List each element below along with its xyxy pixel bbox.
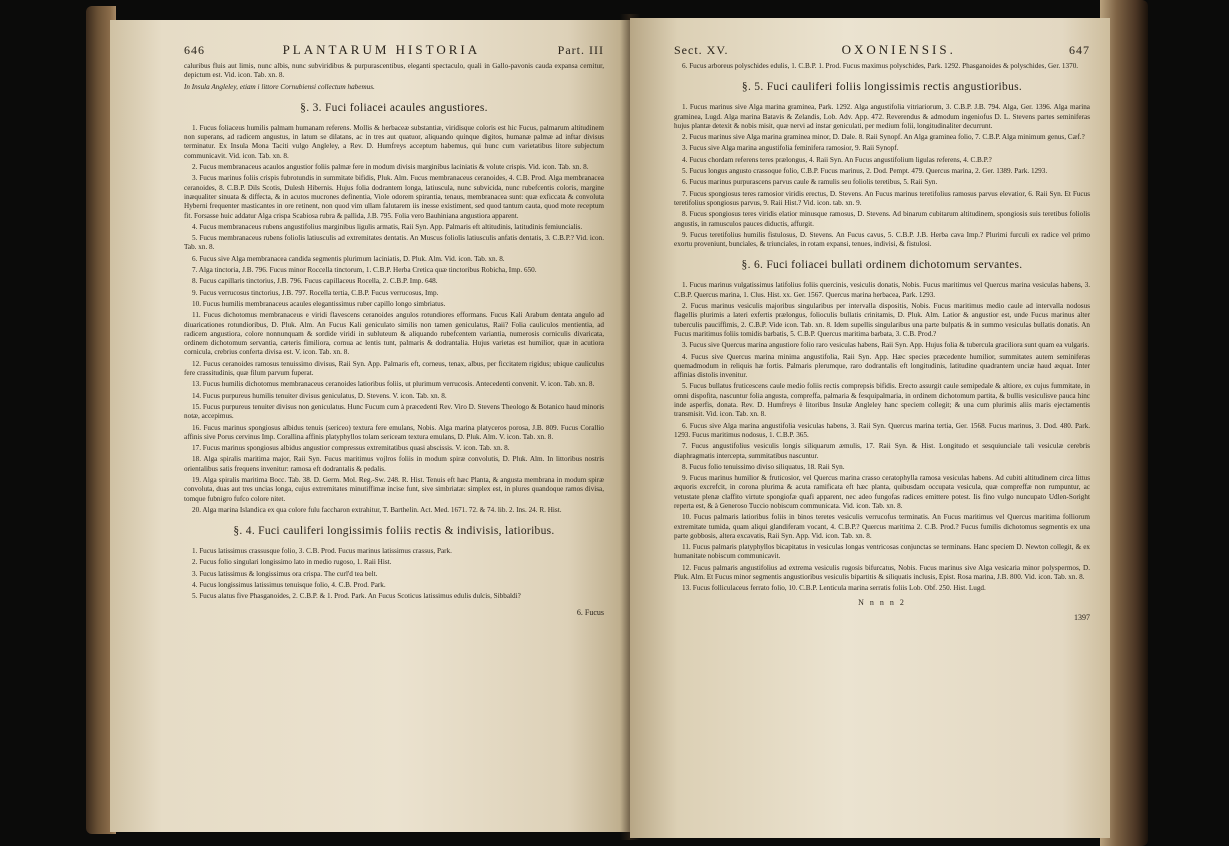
section-3-heading: §. 3. Fuci foliacei acaules angustiores.	[300, 101, 488, 114]
left-running-title: PLANTARUM HISTORIA	[282, 42, 481, 57]
list-item: 12. Fucus ceranoides ramosus tenuissimo divisus, Raii Syn. App. Palmaris eft, corneus, tenax, albus, per ficcitatem rigidus; ubique cauliculus fere crassitudinis, quæ filum parvum fuperat.	[184, 359, 604, 378]
section-4-list	[184, 547, 604, 601]
list-item: 5. Fucus membranaceus rubens foliolis latiusculis ad extremitates dentatis. An Muscus foliolis latiusculis anfatis dentatis, 3. C.B.P.? Vid. icon. Tab. xn. 8.	[184, 234, 604, 252]
list-item: 6. Fucus sive Alga membranacea candida segmentis plurimum laciniatis, D. Pluk. Alm. Vid. icon. Tab. xn. 8.	[192, 254, 505, 263]
list-item: 4. Fucus chordam referens teres prælongus, 4. Raii Syn. An Fucus angustifolium ligulas referens, 4. C.B.P.?	[682, 155, 992, 164]
left-intro: caluribus fluis aut limis, nunc albis, nunc subviridibus & purpurascentibus, eleganti spectaculo, quali in Gallo-pavonis cauda expansa cernitur, depictum est. Vid. icon. Tab. xn. 8.	[184, 62, 604, 80]
list-item: 6. Fucus sive Alga marina angustifolia vesiculas habens, 3. Raii Syn. Quercus marina tertia, Ger. 1568. Fucus marinus, 3. Dod. 480. Park. 1293. Fucus maritimus nodosus, 1. C.B.P. 365.	[674, 421, 1090, 439]
list-item: 10. Fucus humilis membranaceus acaules elegantissimus ruber capillo longo simbriatus.	[192, 299, 446, 308]
printer-signature: N n n n 2	[858, 597, 906, 607]
right-catchword: 1397	[1074, 612, 1090, 622]
list-item: 8. Fucus capillaris tinctorius, J.B. 796. Fucus capillaceus Rocella, 2. C.B.P. Imp. 648.	[192, 277, 438, 286]
list-item: 17. Fucus marinus spongiosus albidus angustior compressus extremitatibus quasi abscissis. V. icon. Tab. xn. 8.	[192, 444, 510, 453]
list-item: 1. Fucus marinus sive Alga marina graminea, Park. 1292. Alga angustifolia vitriariorum, 3. C.B.P. J.B. 794. Alga, Ger. 1396. Alga marina graminea, Lugd. Alga marina Batavis & Zelandis, Lob. Adv. App. 472. Reverendus & admodum ingeniofus D. L. Stevens partes seminiferas hujus plantæ detexit & nobis misit, quæ nervi ad instar geniculati, per medium folii, longitudinaliter decurrunt.	[674, 103, 1090, 130]
list-item: 3. Fucus marinus foliis crispis fubrotundis in summitate bifidis, Pluk. Alm. Fucus membranaceus ceranoides, 4. C.B. Prod. Alga membranacea ceranoides, 8. C.B.P. Dils Scotis, Dulesh Hibernis. Hujus folia dodrantem longa, latiuscula, nunc subvicida, nunc rubefcentis coloris, margine inæqualiter sinuata & diffecta, & in acutos mucrones definentia, Viole odorem spirantia, tenaus, membranacea sunt: quæ exficcata & convoluta Hyberni frequenter masticantes in ore retinent, non quod vim ullam falutarem iis inesse existiment, sed quod tantum cauta, quod mote receptum fit. Forsasse huic addatur Alga crispa Scabiosa rubra & pallida, J.B. 795. Folia vero Bauhiniana angustiora apparent.	[184, 174, 604, 220]
section-5-list	[674, 103, 1090, 249]
section-5-heading: §. 5. Fuci cauliferi foliis longissimis rectis angustioribus.	[741, 81, 1023, 94]
right-running-title: OXONIENSIS.	[841, 42, 956, 57]
list-item: 2. Fucus folio singulari longissimo lato in medio rugoso, 1. Raii Hist.	[192, 558, 392, 567]
list-item: 11. Fucus dichotomus membranaceus e viridi flavescens ceranoides angulos rotundiores efformans. Fucus Kali Arabum dentata angulo ad diuaricationes rotundioribus, D. Pluk. Alm. An Fucus Kali geniculato similis non tamen geniculatus, Raii? Folia cauliculos mentientia, ad radicem angustiora, colore nonnunquam & sordide viridi in subluteum & aliquando rubefcentem variantia, numerosis corniculis divaricata, ordinem dichotomum servantia, cæteris fimiliora, cornua ac lentis tunt, palmaris & dodrantalia. Hujus varietas est humilior, quæ in acutiora cornicula, crebrius conferta divisa est. V. icon. Tab. xn. 8.	[184, 311, 604, 357]
list-item: 5. Fucus longus angusto crassoque folio, C.B.P. Fucus marinus, 2. Dod. Pempt. 479. Quercus marina, 2. Ger. 1389. Park. 1293.	[682, 167, 1048, 176]
right-page	[630, 18, 1110, 838]
list-item: 3. Fucus sive Quercus marina angustiore folio raro vesiculas habens, Raii Syn. App. Hujus folia & tubercula graciliora sunt quam ea vulgaris.	[682, 341, 1090, 350]
left-intro-note: In Insula Angleley, etiam i littore Cornubiensi collectum habemus.	[184, 82, 375, 91]
list-item: 3. Fucus latissimus & longissimus ora crispa. The curl'd tea belt.	[192, 569, 378, 578]
left-page-number: 646	[184, 43, 205, 57]
list-item: 1. Fucus latissimus crassusque folio, 3. C.B. Prod. Fucus marinus latissimus crassus, Park.	[192, 547, 452, 556]
list-item: 4. Fucus membranaceus rubens angustifolius marginibus ligulis armatis, Raii Syn. App. Palmaris eft altitudinis, latitudinis femiuncialis.	[192, 222, 583, 231]
list-item: 7. Alga tinctoria, J.B. 796. Fucus minor Roccella tinctorum, 1. C.B.P. Herba Cretica quæ tinctoribus Robicha, Imp. 650.	[192, 266, 537, 275]
list-item: 1. Fucus foliaceus humilis palmam humanam referens. Mollis & herbaceæ substantiæ, viridisque coloris est hic Fucus, palmarum altitudinem non superans, ad radicem angustus, in latum se dilatans, ac in tres aut quatuor, aliquando quinque digitos, humanæ palmæ ad inftar divisus terminatur. Ex Insula Mona Taciti vulgo Angleley, a Rev. D. Humfreys acceptum habemus, qui hunc cum varietatibus litore subjectum communicavit. Vid. icon. Tab. xn. 8.	[184, 123, 604, 160]
list-item: 14. Fucus purpureus humilis tenuiter divisus geniculatus, D. Stevens. V. icon. Tab. xn. 8.	[192, 391, 447, 400]
right-intro: 6. Fucus arboreus polyschides edulis, 1. C.B.P. 1. Prod. Fucus maximus polyschides, Park. 1292. Phasganoides & polyschides, Ger. 1370.	[682, 62, 1079, 70]
section-4-heading: §. 4. Fuci cauliferi longissimis foliis rectis & indivisis, latioribus.	[233, 525, 555, 538]
list-item: 8. Fucus folio tenuissimo diviso siliquatus, 18. Raii Syn.	[682, 462, 845, 471]
list-item: 2. Fucus marinus sive Alga marina graminea minor, D. Dale. 8. Raii Synopf. An Alga graminea folio, 7. C.B.P. Alga minimum genus, Cæf.?	[682, 133, 1085, 142]
list-item: 3. Fucus sive Alga marina angustifolia feminifera ramosior, 9. Raii Synopf.	[682, 144, 899, 153]
list-item: 4. Fucus longissimus latissimus tenuisque folio, 4. C.B. Prod. Park.	[192, 581, 386, 590]
list-item: 11. Fucus palmaris platyphyllos bicapitatus in vesiculas longas ventricosas conjunctas se terminans. Hanc speciem D. Newton collegit, & ex humanitate nobiscum communicavit.	[674, 543, 1090, 561]
list-item: 10. Fucus palmaris latioribus foliis in binos teretes vesiculis verrucofus terminatis. An Fucus maritimus vel Quercus maritima folliorum extremitate tumida, quam aliqui glandiferam vocant, 4. C.B.P.? Quercus maritima 2. C.B. Prod.? Fucus fumilis dichotomus segmentis ex una parte gobbosis, altera excavatis, Raii Syn. App. Vid. icon. Tab. xn. 8.	[674, 513, 1090, 540]
list-item: 16. Fucus marinus spongiosus albidus tenuis (sericeo) textura fere emulans, Nobis. Alga marina platyceros porosa, J.B. 809. Fucus Corallio affinis sive Porus cervinus Imp. Corallina affinis platyphyllos tolam sericeam textura emulans, D. Pluk. Alm. V. icon. Tab. xn. 8.	[184, 423, 604, 441]
list-item: 6. Fucus marinus purpurascens parvus caule & ramulis seu foliolis teretibus, 5. Raii Syn.	[682, 178, 938, 187]
list-item: 13. Fucus humilis dichotomus membranaceus ceranoides latioribus foliis, ut plurimum verrucosis. Antecedenti convenit. V. icon. Tab. xn. 8.	[192, 380, 595, 389]
list-item: 9. Fucus teretifolius humilis fistulosus, D. Stevens. An Fucus cavus, 5. C.B.P. J.B. Herba cava Imp.? Plurimi furculi ex radice vel primo exortu proveniunt, bunciales, & triunciales, in rotam expansi, tenues, indivisi, & fistulosi.	[674, 230, 1090, 249]
section-6-list	[674, 281, 1090, 593]
list-item: 9. Fucus verrucosus tinctorius, J.B. 797. Rocella tertia, C.B.P. Fucus verrucosus, Imp.	[192, 288, 439, 297]
list-item: 20. Alga marina Islandica ex qua colore fulu faccharon extrahitur, T. Barthelin. Act. Med. 1671. 72. & 74. lib. 2. Ins. 24. R. Hist.	[192, 505, 562, 514]
list-item: 15. Fucus purpureus tenuiter divisus non geniculatus. Hunc Fucum cum à præcedenti Rev. Viro D. Stevens Theologo & Botanico haud minoris notæ, accepimus.	[184, 402, 604, 421]
right-running-head	[674, 42, 1090, 58]
list-item: 7. Fucus spongiosus teres ramosior viridis erectus, D. Stevens. An Fucus marinus teretifolius ramosus parvus elevatior, 6. Raii Syn. Et Fucus teretifolius spongiosus parvus, 9. Raii Hist.? Vid. icon. tab. xn. 9.	[674, 189, 1090, 207]
right-section-label: Sect. XV.	[674, 43, 729, 57]
list-item: 12. Fucus palmaris angustifolius ad extrema vesiculis rugosis bifurcatus, Nobis. Fucus marinus sive Alga vesicaria minor polyspermos, D. Pluk. Alm. Et Fucus minor segmentis angustioribus vesiculis bipartitis & siliquatis inclusis, Epist. Rosa marina, J.B. 800. Vid. icon. Tab. xn. 8.	[674, 563, 1090, 582]
list-item: 18. Alga spiralis maritima major, Raii Syn. Fucus maritimus vojlros foliis in modum spiræ convolutis, D. Pluk. Alm. In littoribus nostris orientalibus satis frequens invenitur: ramosa eft dodrantalis & pedalis.	[184, 455, 604, 473]
list-item: 4. Fucus sive Quercus marina minima angustifolia, Raii Syn. App. Hæc species præcedente humilior, summitates autem seminiferas quemadmodum in reliquis hæ fortis. Palmaris plerumque, raro dodrantalis eft longitudinis, latitudine quadrantem unciæ haud æquat. Inter affinias distolis invenitur.	[674, 352, 1090, 380]
list-item: 9. Fucus marinus humilior & fruticosior, vel Quercus marina crasso ceratophylla ramosa vesiculas habens. Ad cubiti altitudinem circa littus æquoris excrefcit, in corona plurima & acuta ramificata eft hæc planta, quibusdam occupata vesicula, quæ compreffæ non rumpuntur, ac vetustate plenæ claffito virtute spongiofæ quafi apparent, nec adeo fungofas radices emittere potest. Iis fino vulgo nuncupato Udlen-Soright reperta est, & à Generoso Tuccio nobiscum communicata. Vid. icon. Tab. xn. 8.	[674, 474, 1090, 510]
list-item: 8. Fucus spongiosus teres viridis elatior minusque ramosus, D. Stevens. Ad binarum cubitarum altitudinem, spongiosis suis teretibus foliolis angustis, in ramusculos pauces diductis, affurgit.	[674, 210, 1090, 228]
list-item: 2. Fucus marinus vesiculis majoribus singularibus per intervalla dispositis, Nobis. Fucus maritimus medio caule ad intervalla nodosus flagellis plurimis a lateri exfertis prælongus, folioculis bullatis crinitamis, D. Pluk. Alm. Latior & angustior est, unde Fucus marinus alter tuberculis pauciffimis, 2. C.B.P. Vide icon. Tab. xn. 8. Idem supellis singularibus una parte bulpatis & in summo vesiculas bullatis donatis. An Fucus maritimus foliis tomidis barbatis, 5. C.B.P. Quercus maritima barbata, 3. C.B. Prod.?	[674, 302, 1090, 338]
list-item: 1. Fucus marinus vulgatissimus latifolius foliis quercinis, vesiculis donatis, Nobis. Fucus maritimus vel Quercus marina vesiculas habens, 3. C.B.P. Quercus marina, 1. Clus. Hist. xx. Ger. 1567. Quercus marina herbacea, Park. 1293.	[674, 281, 1090, 299]
left-page	[110, 20, 630, 832]
right-page-number: 647	[1068, 43, 1090, 57]
section-6-heading: §. 6. Fuci foliacei bullati ordinem dichotomum servantes.	[741, 259, 1023, 272]
left-catchword: 6. Fucus	[576, 607, 604, 617]
left-part-label: Part. III	[557, 43, 604, 57]
list-item: 5. Fucus alatus five Phasganoides, 2. C.B.P. & 1. Prod. Park. An Fucus Scoticus latissimus edulis dulcis, Sibbaldi?	[192, 592, 521, 601]
list-item: 19. Alga spiralis maritima Bocc. Tab. 38. D. Germ. Mol. Reg.-Sw. 248. R. Hist. Tenuis eft hæc Planta, & angusta membrana in modum spiræ convoluta, duas aut tres uncias longa, cujus extremitates minutiffimæ incise funt, sive simbriatæ: simplex est, in plures quandoque ramos divisa, tomque fubnigro fufco colore nitet.	[184, 475, 604, 503]
list-item: 5. Fucus bullatus fruticescens caule medio foliis rectis comprepsis bifidis. Erecto assurgit caule semipedale & altiore, ex cujus fummitate, in omni dispofita, nascuntur folia angusta, compreffa, palmaria & fesquipalmaria, in ordinem dichotomum partita, & bullis vesiculisve pauca hinc inde asperfis, donata. Rev. D. Humfreys è litoribus Insulæ Angleley hanc speciem collegit; & una cum plurimis aliis maris ejectamentis transmisit. Vid. icon. Tab. xn. 8.	[674, 382, 1090, 419]
list-item: 7. Fucus angustifolius vesiculis longis siliquarum æmulis, 17. Raii Syn. & Hist. Longitudo et sesquiunciale tali vesiculæ cerebris diaphragmatis intercepta, summitatibus nascuntur.	[674, 442, 1090, 460]
section-3-list	[184, 124, 604, 515]
list-item: 2. Fucus membranaceus acaulos angustior foliis palmæ fere in modum divisis marginibus laciniatis & volute crispis. Vid. icon. Tab. xn. 8.	[192, 163, 589, 172]
list-item: 13. Fucus folliculaceus ferrato folio, 10. C.B.P. Lenticula marina serratis foliis Lob. Obf. 250. Hist. Lugd.	[682, 584, 986, 593]
left-running-head	[184, 42, 604, 58]
